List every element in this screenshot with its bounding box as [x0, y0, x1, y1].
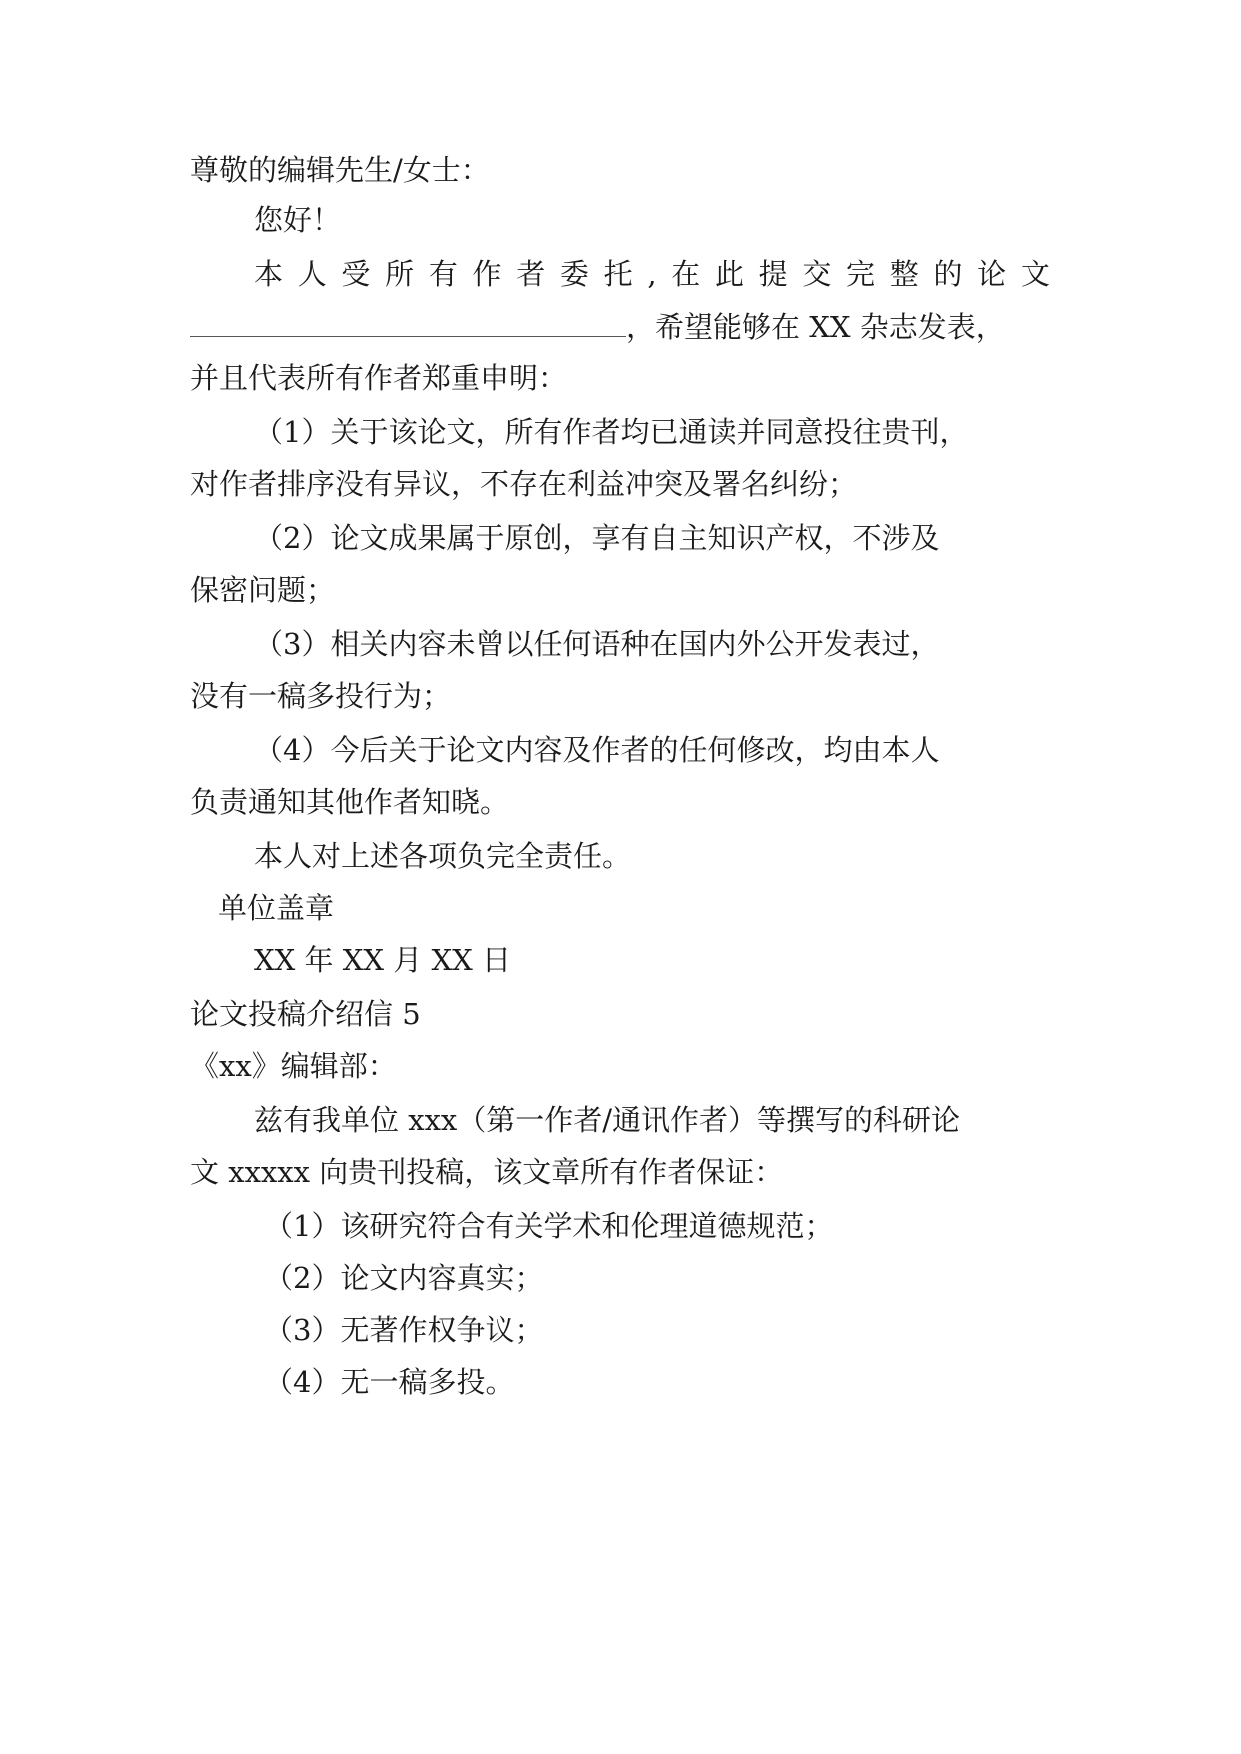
intro-char: 在 [671, 257, 701, 291]
letter2-body-line1: 兹有我单位 xxx（第一作者/通讯作者）等撰写的科研论 [254, 1103, 961, 1137]
letter2-item1: （1）该研究符合有关学术和伦理道德规范； [264, 1209, 834, 1243]
intro-char: 提 [758, 257, 788, 291]
item2-line2: 保密问题； [190, 573, 336, 607]
salutation: 尊敬的编辑先生/女士： [190, 153, 490, 187]
item3-line1: （3）相关内容未曾以任何语种在国内外公开发表过， [254, 627, 940, 661]
letter2-item4: （4）无一稿多投。 [264, 1365, 515, 1399]
letter2-item3: （3）无著作权争议； [264, 1313, 544, 1347]
letter2-item2: （2）论文内容真实； [264, 1261, 544, 1295]
intro-char: 作 [472, 257, 502, 291]
intro-char: 本 [254, 257, 284, 291]
intro-line-3: 并且代表所有作者郑重申明： [190, 361, 568, 395]
item2-line1: （2）论文成果属于原创，享有自主知识产权，不涉及 [254, 521, 940, 555]
intro-char: 有 [428, 257, 458, 291]
title-blank [190, 306, 626, 337]
letter2-title: 论文投稿介绍信 5 [190, 997, 421, 1031]
letter2-body-line2: 文 xxxxx 向贵刊投稿，该文章所有作者保证： [190, 1155, 784, 1189]
intro-line-2 [190, 306, 1005, 346]
intro-char: 此 [714, 257, 744, 291]
intro-char: 委 [559, 257, 589, 291]
item1-line2: 对作者排序没有异议，不存在利益冲突及署名纠纷； [190, 467, 858, 501]
intro-char: 文 [1020, 257, 1050, 291]
date-line: XX 年 XX 月 XX 日 [254, 943, 511, 977]
intro-char: 人 [297, 257, 327, 291]
intro-char: 托 [603, 257, 633, 291]
item1-line1: （1）关于该论文，所有作者均已通读并同意投往贵刊， [254, 415, 969, 449]
intro-char: 论 [977, 257, 1007, 291]
intro-char: , [647, 257, 657, 291]
intro-char: 的 [933, 257, 963, 291]
intro-char: 整 [889, 257, 919, 291]
intro-char: 所 [385, 257, 415, 291]
intro-char: 交 [802, 257, 832, 291]
letter2-addressee: 《xx》编辑部： [190, 1049, 397, 1083]
intro-char: 者 [516, 257, 546, 291]
intro-char: 受 [341, 257, 371, 291]
unit-seal: 单位盖章 [218, 891, 335, 925]
greeting: 您好！ [254, 203, 342, 237]
item4-line1: （4）今后关于论文内容及作者的任何修改，均由本人 [254, 733, 940, 767]
item3-line2: 没有一稿多投行为； [190, 679, 452, 713]
intro-line-1 [254, 254, 1050, 294]
intro-blank-suffix: ，希望能够在 XX 杂志发表， [626, 310, 1005, 344]
responsibility-statement: 本人对上述各项负完全责任。 [254, 839, 632, 873]
intro-char: 完 [846, 257, 876, 291]
item4-line2: 负责通知其他作者知晓。 [190, 785, 510, 819]
